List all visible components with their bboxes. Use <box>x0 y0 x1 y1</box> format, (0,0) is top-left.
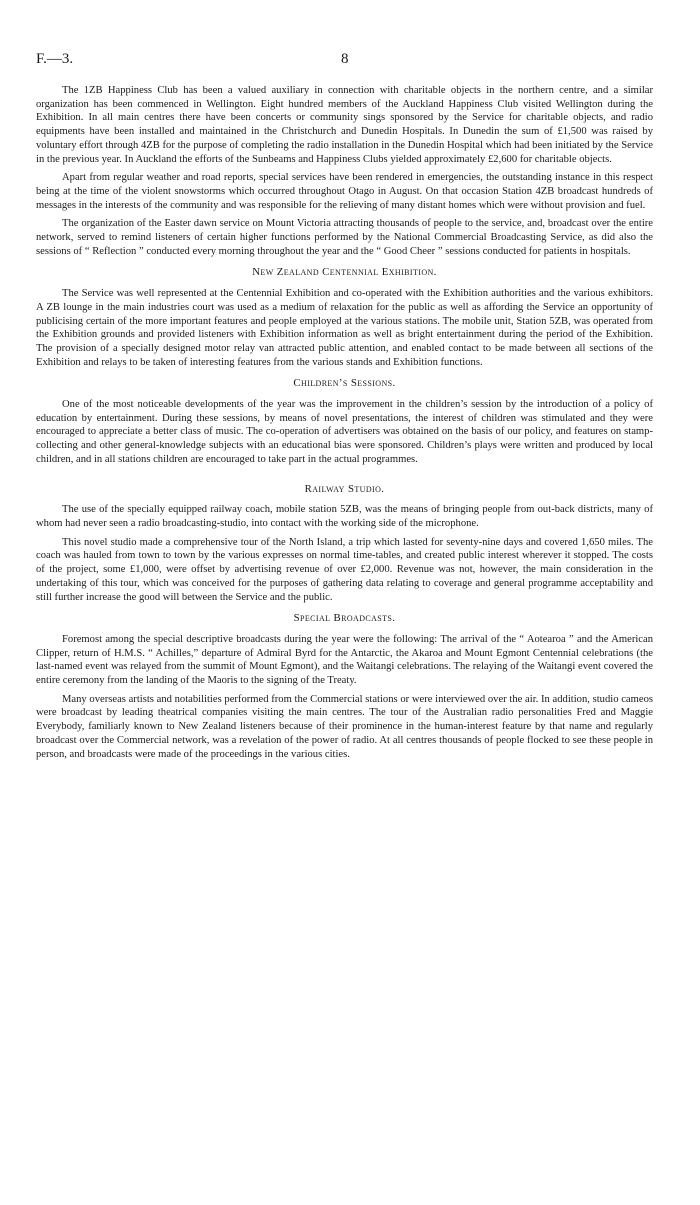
paragraph-special-broadcasts: Foremost among the special descriptive broadcasts during the year were the following: The arrival of the “ Aotearoa ” and the American Clipper, return of H.M.S. “ Achilles,” departure of Admiral Byrd for the Antarctic, the Akaroa and Mount Egmont Centennial celebrations (the last-named event was relayed from the summit of Mount Egmont), and the Waitangi celebrations. The relaying of the Waitangi event covered the entire ceremony from the landing of the Maoris to the signing of the Treaty. <box>36 633 653 687</box>
paragraph-emergency-services: Apart from regular weather and road reports, special services have been rendered in emergencies, the outstanding instance in this respect being at the time of the violent snowstorms which occurred throughout Otago in August. On that occasion Station 4ZB broadcast hundreds of messages in the interests of the community and was responsible for the relieving of many distant homes which were without provision and fuel. <box>36 172 653 211</box>
page-header <box>36 51 656 71</box>
paragraph-railway-coach: The use of the specially equipped railway coach, mobile station 5ZB, was the means of bringing people from out-back districts, many of whom had never seen a radio broadcasting-studio, into contact with the working side of the microphone. <box>36 504 653 529</box>
document-reference: F.—3. <box>36 51 74 67</box>
paragraph-railway-tour: This novel studio made a comprehensive tour of the North Island, a trip which lasted for seventy-nine days and covered 1,650 miles. The coach was hauled from town to town by the various expresses on normal time-tables, and created public interest wherever it stopped. The costs of the project, some £1,000, were offset by advertising revenue of over £2,000. Revenue was not, however, the main consideration in the undertaking of this tour, which was conceived for the purposes of gathering data relating to coverage and general programme acceptability and still further increase the good will between the Service and the public. <box>36 536 653 603</box>
paragraph-easter-service: The organization of the Easter dawn service on Mount Victoria attracting thousands of people to the service, and, broadcast over the entire network, served to remind listeners of certain higher functions performed by the National Commercial Broadcasting Service, as did also the sessions of “ Reflection ” conducted every morning throughout the year and the “ Good Cheer ” sessions conducted for patients in hospitals. <box>36 218 653 257</box>
section-heading-childrens-sessions: Children’s Sessions. <box>293 377 396 390</box>
document-body <box>36 84 653 766</box>
page-number: 8 <box>341 51 349 67</box>
section-heading-exhibition: New Zealand Centennial Exhibition. <box>252 266 437 279</box>
section-heading-special-broadcasts: Special Broadcasts. <box>293 612 396 625</box>
paragraph-overseas-artists: Many overseas artists and notabilities performed from the Commercial stations or were interviewed over the air. In addition, studio cameos were broadcast by leading theatrical companies visiting the main centres. The tour of the Australian radio personalities Fred and Maggie Everybody, familiarly known to New Zealand listeners because of their prominence in the human-interest feature by that name and regularly broadcast over the Commercial network, was a revelation of the power of radio. At all centres thousands of people flocked to see these people in person, and broadcasts were made of the proceedings in the various cities. <box>36 693 653 760</box>
paragraph-exhibition: The Service was well represented at the Centennial Exhibition and co-operated with the Exhibition authorities and the various exhibitors. A ZB lounge in the main industries court was used as a medium of relaxation for the public as well as affording the Service an opportunity of publicising certain of the more important features and people employed at the various stations. The mobile unit, Station 5ZB, was operated from the Exhibition grounds and provided listeners with Exhibition information as well as bright entertainment during the period of the Exhibition. The provision of a specially designed motor relay van attracted public attention, and enabled contact to be made between all sections of the Exhibition and relays to be taken of interesting features from the various stands and Exhibition functions. <box>36 288 653 368</box>
paragraph-happiness-club: The 1ZB Happiness Club has been a valued auxiliary in connection with charitable objects in the northern centre, and a similar organization has been commenced in Wellington. Eight hundred members of the Auckland Happiness Club visited Wellington during the Exhibition. In all main centres there have been concerts or community sings sponsored by the Service for charitable objects, and radio equipments have been installed and maintained in the Christchurch and Dunedin Hospitals. In Dunedin the sum of £1,500 was raised by voluntary effort through 4ZB for the purpose of completing the radio installation in the Dunedin Hospital which had been initiated by the Service in the previous year. In Auckland the efforts of the Sunbeams and Happiness Clubs yielded approximately £2,600 for charitable objects. <box>36 85 653 165</box>
section-heading-railway-studio: Railway Studio. <box>304 482 385 495</box>
paragraph-childrens-sessions: One of the most noticeable developments of the year was the improvement in the children’s session by the introduction of a policy of education by entertainment. During these sessions, by means of novel presentations, the interest of children was stimulated and they were encouraged to appreciate a better class of music. The co-operation of advertisers was obtained on the basis of our policy, and features on stamp-collecting and other general-knowledge subjects with an educational bias were sponsored. Children’s plays were written and produced by local children, and in all stations children are encouraged to take part in the actual programmes. <box>36 399 653 465</box>
